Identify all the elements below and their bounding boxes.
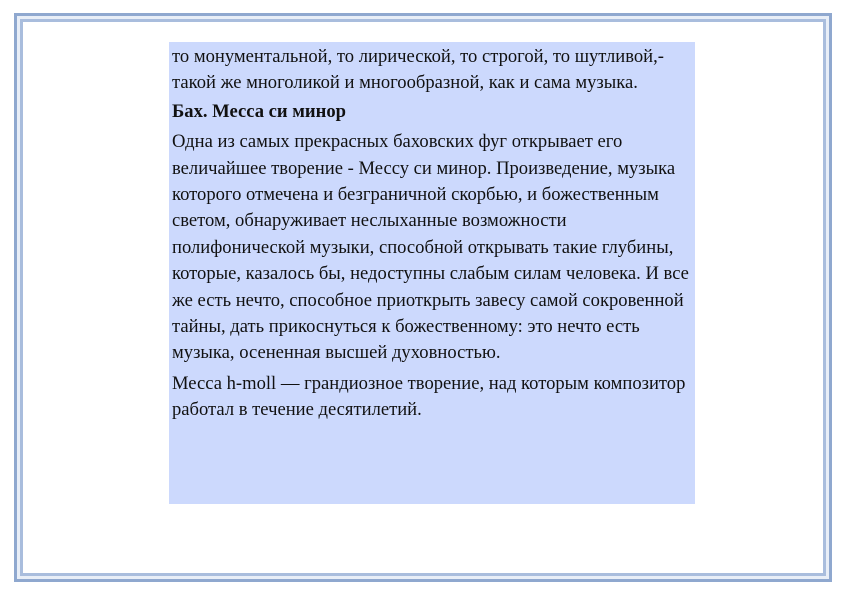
body-paragraph-2: Месса h-moll — грандиозное творение, над которым композитор работал в течение десятилетий. — [172, 372, 686, 421]
section-heading: Бах. Месса си минор — [172, 100, 346, 122]
body-paragraph-1: Одна из самых прекрасных баховских фуг открывает его величайшее творение - Мессу си минор. Произведение, музыка которого отмечена и безграничной скорбью, и божественным светом, обнаруживает неслыханные возможности полифонической музыки, способной открывать такие глубины, которые, казалось бы, недоступны слабым силам человека. И все же есть нечто, способное приоткрыть завесу самой сокровенной тайны, дать прикоснуться к божественному: это нечто есть музыка, осененная высшей духовностью. — [172, 131, 689, 364]
intro-paragraph: то монументальной, то лирической, то строгой, то шутливой,- такой же многоликой и многообразной, как и сама музыка. — [172, 46, 664, 94]
text-panel — [169, 42, 695, 504]
